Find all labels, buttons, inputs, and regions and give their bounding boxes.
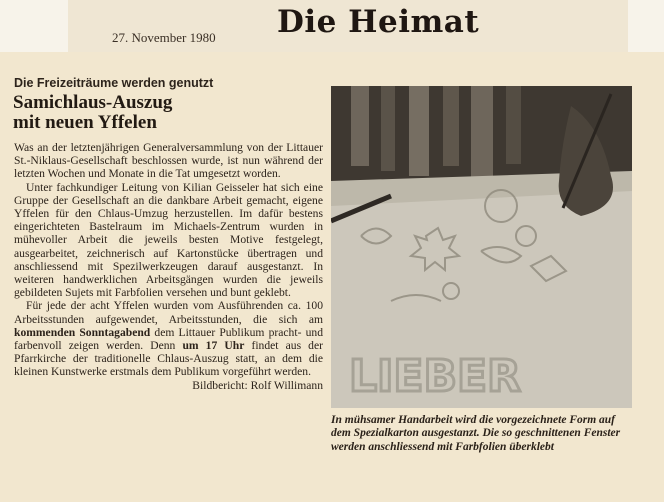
event-day-highlight: kommenden Sonntagabend [14,325,151,339]
headline-line-2: mit neuen Yffelen [13,112,157,133]
photo-craftwork-illustration [331,86,632,408]
article-body [14,141,323,392]
headline-line-1: Samichlaus-Auszug [13,92,173,113]
paragraph-3-part-b: dem Littauer Publikum pracht- und farbenvoll zeigen werden. Denn [14,325,323,353]
paragraph-3-part-c: findet aus der Pfarrkirche der traditionelle Chlaus-Auszug statt, an dem die kleinen Kunstwerke erstmals dem Publikum vorgeführt werden. [14,339,323,379]
article-kicker: Die Freizeiträume werden genutzt [14,76,214,90]
paragraph-2: Unter fachkundiger Leitung von Kilian Geisseler hat sich eine Gruppe der Gesellschaft an die dankbare Arbeit gemacht, eigene Yffelen für den Chlaus-Umzug herzustellen. Im dafür bestens eingerichteten Bastelraum im Michaels-Zentrum wurden in mühevoller Arbeit die jeweils besten Motive festgelegt, ausgearbeitet, zeichnerisch auf Kartonstücke übertragen und anschliessend mit Spezilwerkzeugen darauf ausgestanzt. In weiteren handwerklichen Arbeitsgängen wurden die jeweils gebildeten Sujets mit Farbfolien versehen und bunt geklebt. [14,180,323,300]
publication-date: 27. November 1980 [112,30,216,45]
photo-caption: In mühsamer Handarbeit wird die vorgezeichnete Form auf dem Spezialkarton ausgestanzt. Die so geschnittenen Fenster werden anschliessend mit Farbfolien überklebt [331,414,621,453]
event-time-highlight: um 17 Uhr [182,339,245,353]
article-photo [331,86,632,408]
paragraph-3-part-a: Für jede der acht Yffelen wurden vom Ausführenden ca. 100 Arbeitsstunden aufgewendet, Arbeitsstunden, die sich am [14,299,323,326]
article-headline [13,93,172,133]
svg-text:LIEBER: LIEBER [349,351,521,402]
photo-credit: Bildbericht: Rolf Willimann [192,378,323,392]
paragraph-3 [14,299,323,391]
paragraph-1: Was an der letztenjährigen Generalversammlung von der Littauer St.-Niklaus-Gesellschaft beschlossen wurde, ist nun während der letzten Wochen und Monate in die Tat umgesetzt worden. [14,141,323,181]
newspaper-masthead: Die Heimat [277,4,480,40]
